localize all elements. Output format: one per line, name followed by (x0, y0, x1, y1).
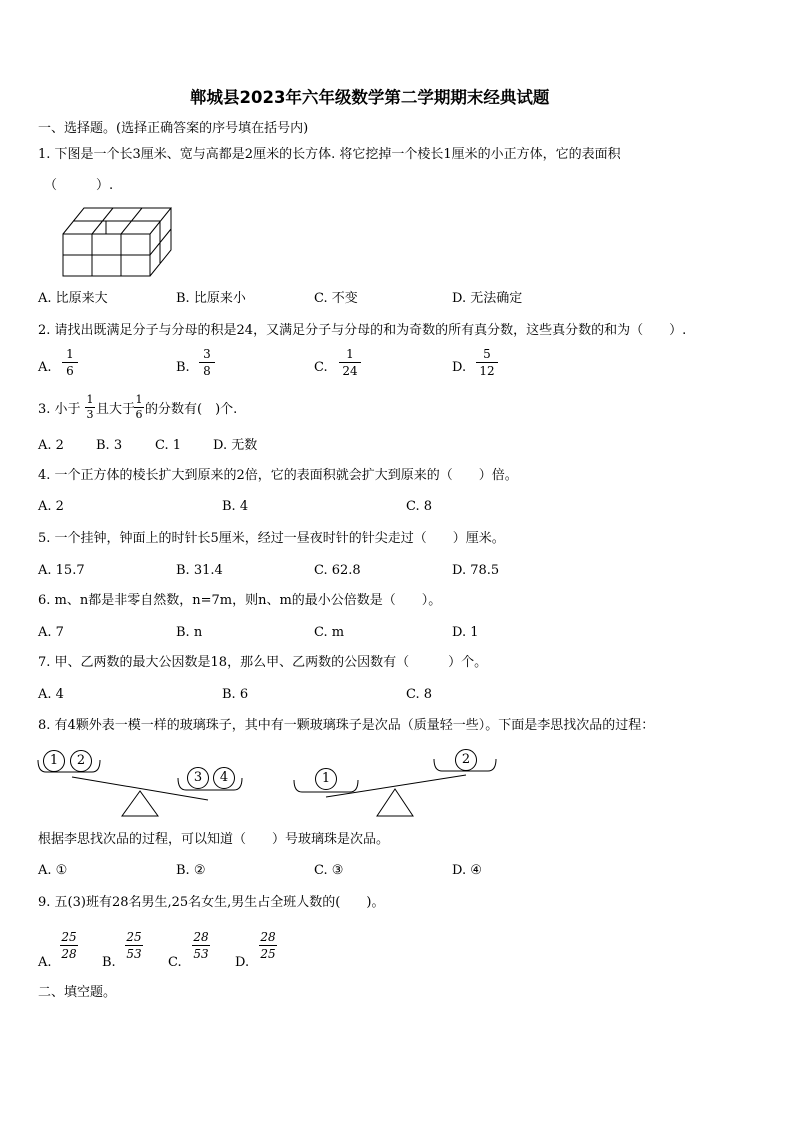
question-4-option-a: A. 2 (38, 499, 64, 514)
question-1-option-c: C. 不变 (314, 291, 358, 306)
question-2-fraction-c: 1 24 (339, 347, 361, 378)
question-6-stem: 6. m、n都是非零自然数，n=7m，则n、m的最小公倍数是（ ）。 (38, 593, 442, 608)
page-title: 郸城县2023年六年级数学第二学期期末经典试题 (190, 88, 550, 107)
question-3-stem-middle: 且大于 (96, 402, 136, 417)
question-5-option-b: B. 31.4 (176, 563, 223, 578)
question-5-option-a: A. 15.7 (38, 563, 85, 578)
question-7-option-c: C. 8 (406, 687, 433, 702)
question-8-stem: 8. 有4颗外表一模一样的玻璃珠子，其中有一颗玻璃珠子是次品（质量轻一些）。下面是李思找次品的过程： (38, 718, 655, 733)
question-1-option-b: B. 比原来小 (176, 291, 246, 306)
question-2-fraction-a: 1 6 (62, 347, 78, 378)
question-8-option-a: A. ① (38, 863, 68, 878)
question-9-letter-c: C. (168, 955, 182, 970)
question-1-stem: 1. 下图是一个长3厘米、宽与高都是2厘米的长方体. 将它挖掉一个棱长1厘米的小正方体，它的表面积 (38, 147, 621, 162)
question-4-option-b: B. 4 (222, 499, 249, 514)
question-2-letter-c: C. (314, 360, 328, 375)
question-7-option-b: B. 6 (222, 687, 249, 702)
question-8-option-b: B. ② (176, 863, 206, 878)
question-7-option-a: A. 4 (38, 687, 64, 702)
ball-1-second-weighing: 1 (315, 768, 337, 790)
question-9-fraction-c: 28 53 (193, 930, 209, 961)
question-1-option-d: D. 无法确定 (452, 291, 523, 306)
question-3-stem-start: 3. 小于 (38, 402, 81, 417)
question-8-follow-up: 根据李思找次品的过程，可以知道（ ）号玻璃珠是次品。 (38, 832, 390, 847)
question-9-stem: 9. 五(3)班有28名男生,25名女生,男生占全班人数的( )。 (38, 895, 385, 910)
question-5-option-c: C. 62.8 (314, 563, 361, 578)
question-7-stem: 7. 甲、乙两数的最大公因数是18，那么甲、乙两数的公因数有（ ）个。 (38, 655, 488, 670)
section-heading-fill-in: 二、填空题。 (38, 985, 117, 1000)
question-1-answer-paren: （ ）. (44, 178, 114, 193)
ball-3-right-pan: 3 (187, 767, 209, 789)
question-2-letter-d: D. (452, 360, 467, 375)
question-8-option-c: C. ③ (314, 863, 344, 878)
question-2-fraction-b: 3 8 (199, 347, 215, 378)
question-3-option-b: B. 3 (96, 438, 123, 453)
question-6-option-b: B. n (176, 625, 203, 640)
question-1-option-a: A. 比原来大 (38, 291, 108, 306)
question-5-stem: 5. 一个挂钟，钟面上的时针长5厘米，经过一昼夜时针的针尖走过（ ）厘米。 (38, 531, 505, 546)
question-2-letter-b: B. (176, 360, 190, 375)
question-5-option-d: D. 78.5 (452, 563, 500, 578)
question-3-option-d: D. 无数 (213, 438, 258, 453)
question-9-fraction-a: 25 28 (61, 930, 77, 961)
question-9-letter-d: D. (235, 955, 250, 970)
question-3-option-a: A. 2 (38, 438, 64, 453)
question-2-fraction-d: 5 12 (476, 347, 498, 378)
question-4-option-c: C. 8 (406, 499, 433, 514)
ball-4-right-pan: 4 (213, 767, 235, 789)
question-4-stem: 4. 一个正方体的棱长扩大到原来的2倍，它的表面积就会扩大到原来的（ ）倍。 (38, 468, 518, 483)
question-3-fraction-one-sixth: 1 6 (135, 393, 143, 421)
question-2-letter-a: A. (38, 360, 52, 375)
question-6-option-a: A. 7 (38, 625, 64, 640)
ball-2-second-weighing: 2 (455, 749, 477, 771)
section-heading-choice: 一、选择题。(选择正确答案的序号填在括号内) (38, 121, 309, 136)
question-6-option-d: D. 1 (452, 625, 479, 640)
question-9-fraction-d: 28 25 (260, 930, 276, 961)
question-3-fraction-one-third: 1 3 (86, 393, 94, 421)
question-9-fraction-b: 25 53 (126, 930, 142, 961)
question-9-letter-b: B. (102, 955, 116, 970)
question-9-letter-a: A. (38, 955, 52, 970)
question-3-stem-end: 的分数有( )个. (145, 402, 238, 417)
question-6-option-c: C. m (314, 625, 345, 640)
question-3-option-c: C. 1 (155, 438, 182, 453)
question-2-stem: 2. 请找出既满足分子与分母的积是24，又满足分子与分母的和为奇数的所有真分数，这些真分数的和为（ ）. (38, 323, 687, 338)
ball-2-left-pan: 2 (70, 750, 92, 772)
question-8-option-d: D. ④ (452, 863, 482, 878)
ball-1-left-pan: 1 (43, 750, 65, 772)
